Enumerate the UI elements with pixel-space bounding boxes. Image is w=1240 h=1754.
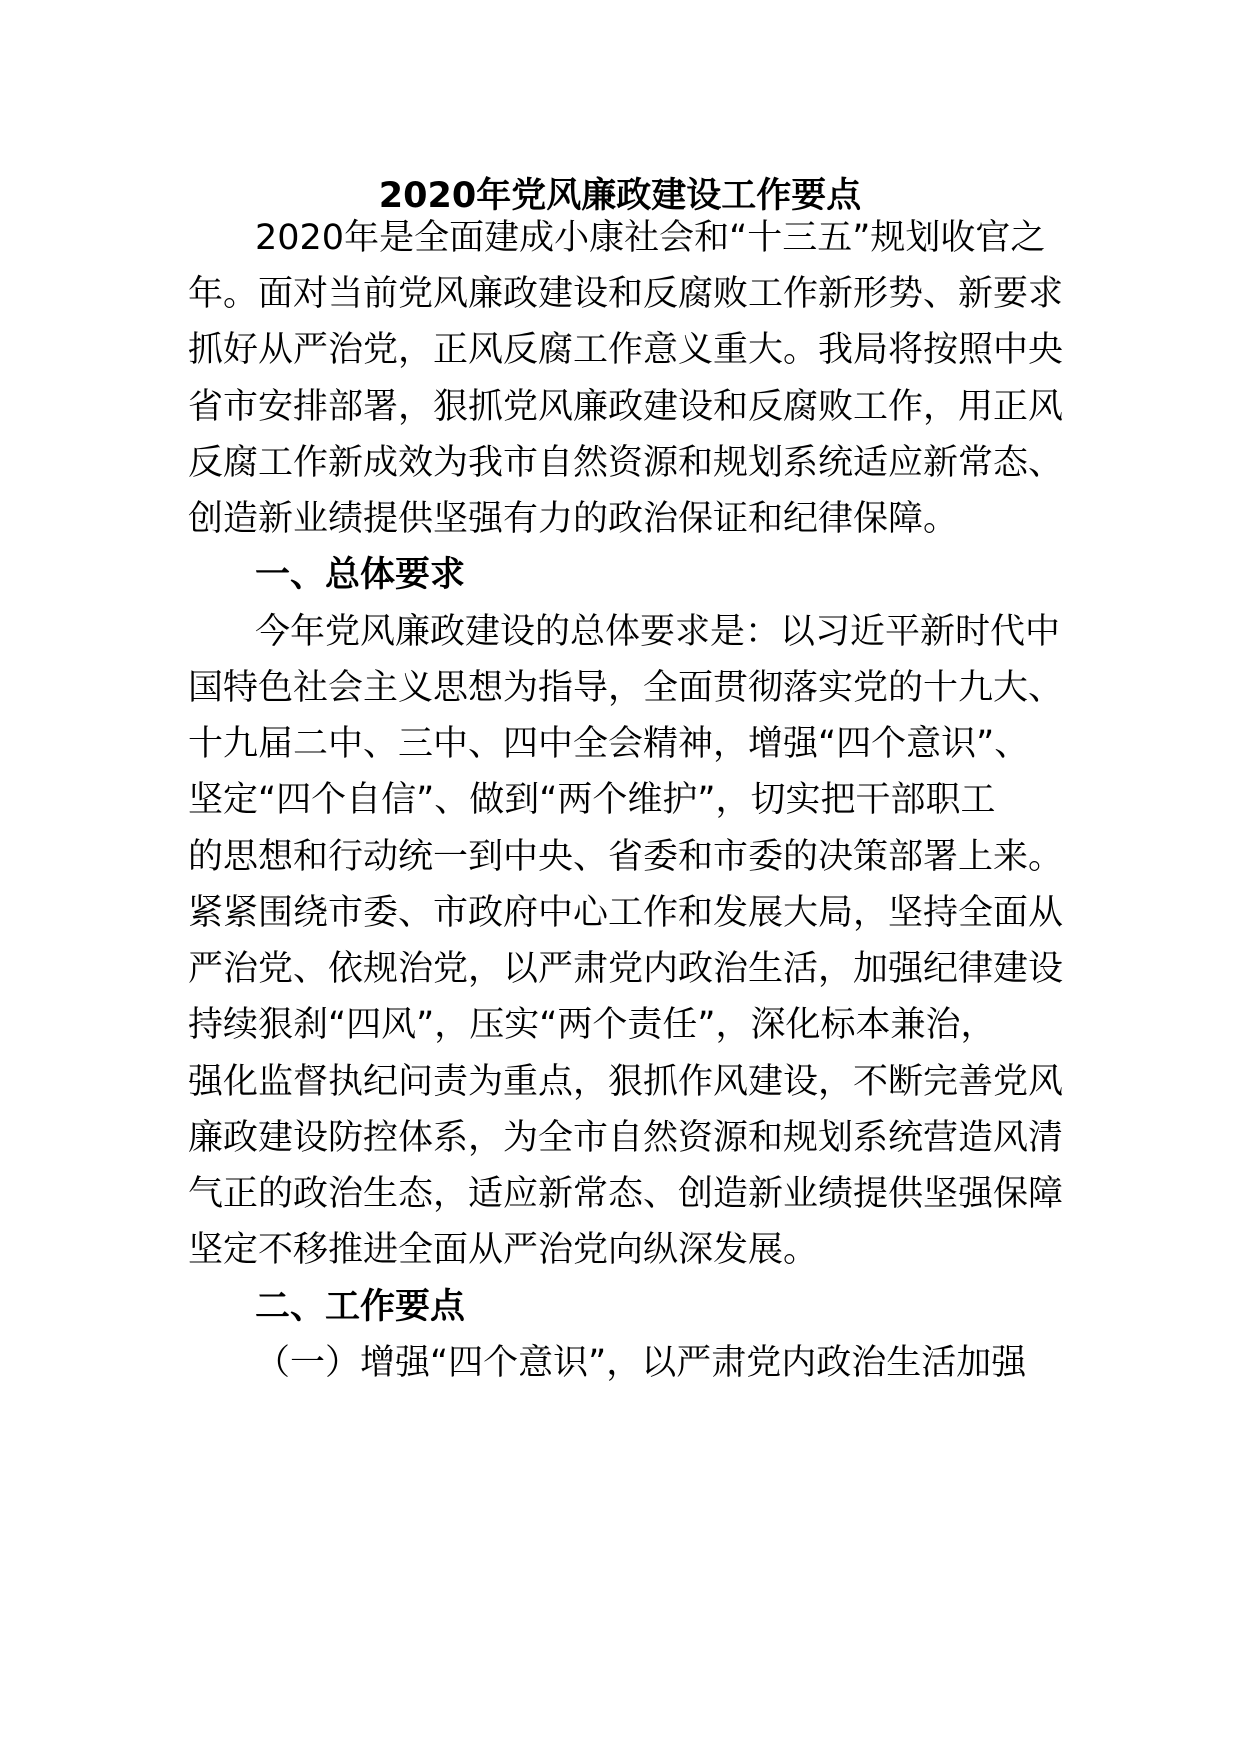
section-2-line-1: （一）增强“四个意识”，以严肃党内政治生活加强: [255, 1343, 1027, 1383]
intro-line-4: 省市安排部署，狠抓党风廉政建设和反腐败工作，用正风: [188, 387, 1064, 427]
intro-line-5: 反腐工作新成效为我市自然资源和规划系统适应新常态、: [188, 443, 1064, 483]
section-1-line-8: 持续狠刹“四风”，压实“两个责任”，深化标本兼治，: [188, 1005, 996, 1045]
intro-line-6: 创造新业绩提供坚强有力的政治保证和纪律保障。: [188, 499, 959, 539]
section-1-line-7: 严治党、依规治党，以严肃党内政治生活，加强纪律建设: [188, 949, 1064, 989]
section-1-line-9: 强化监督执纪问责为重点，狠抓作风建设，不断完善党风: [188, 1062, 1064, 1102]
section-1-line-4: 坚定“四个自信”、做到“两个维护”，切实把干部职工: [188, 780, 996, 820]
section-1-line-1: 今年党风廉政建设的总体要求是：以习近平新时代中: [255, 612, 1061, 652]
document-title: 2020年党风廉政建设工作要点: [378, 176, 862, 216]
intro-line-2: 年。面对当前党风廉政建设和反腐败工作新形势、新要求: [188, 274, 1064, 314]
section-1-heading: 一、总体要求: [255, 555, 466, 595]
intro-line-1: 2020年是全面建成小康社会和“十三五”规划收官之: [255, 218, 1046, 258]
section-1-line-10: 廉政建设防控体系，为全市自然资源和规划系统营造风清: [188, 1118, 1064, 1158]
section-1-line-6: 紧紧围绕市委、市政府中心工作和发展大局，坚持全面从: [188, 893, 1064, 933]
section-2-heading: 二、工作要点: [255, 1287, 466, 1327]
intro-line-3: 抓好从严治党，正风反腐工作意义重大。我局将按照中央: [188, 330, 1064, 370]
section-1-line-3: 十九届二中、三中、四中全会精神，增强“四个意识”、: [188, 724, 1030, 764]
section-1-line-11: 气正的政治生态，适应新常态、创造新业绩提供坚强保障: [188, 1174, 1064, 1214]
section-1-line-2: 国特色社会主义思想为指导，全面贯彻落实党的十九大、: [188, 668, 1064, 708]
section-1-line-12: 坚定不移推进全面从严治党向纵深发展。: [188, 1230, 819, 1270]
section-1-line-5: 的思想和行动统一到中央、省委和市委的决策部署上来。: [188, 837, 1064, 877]
